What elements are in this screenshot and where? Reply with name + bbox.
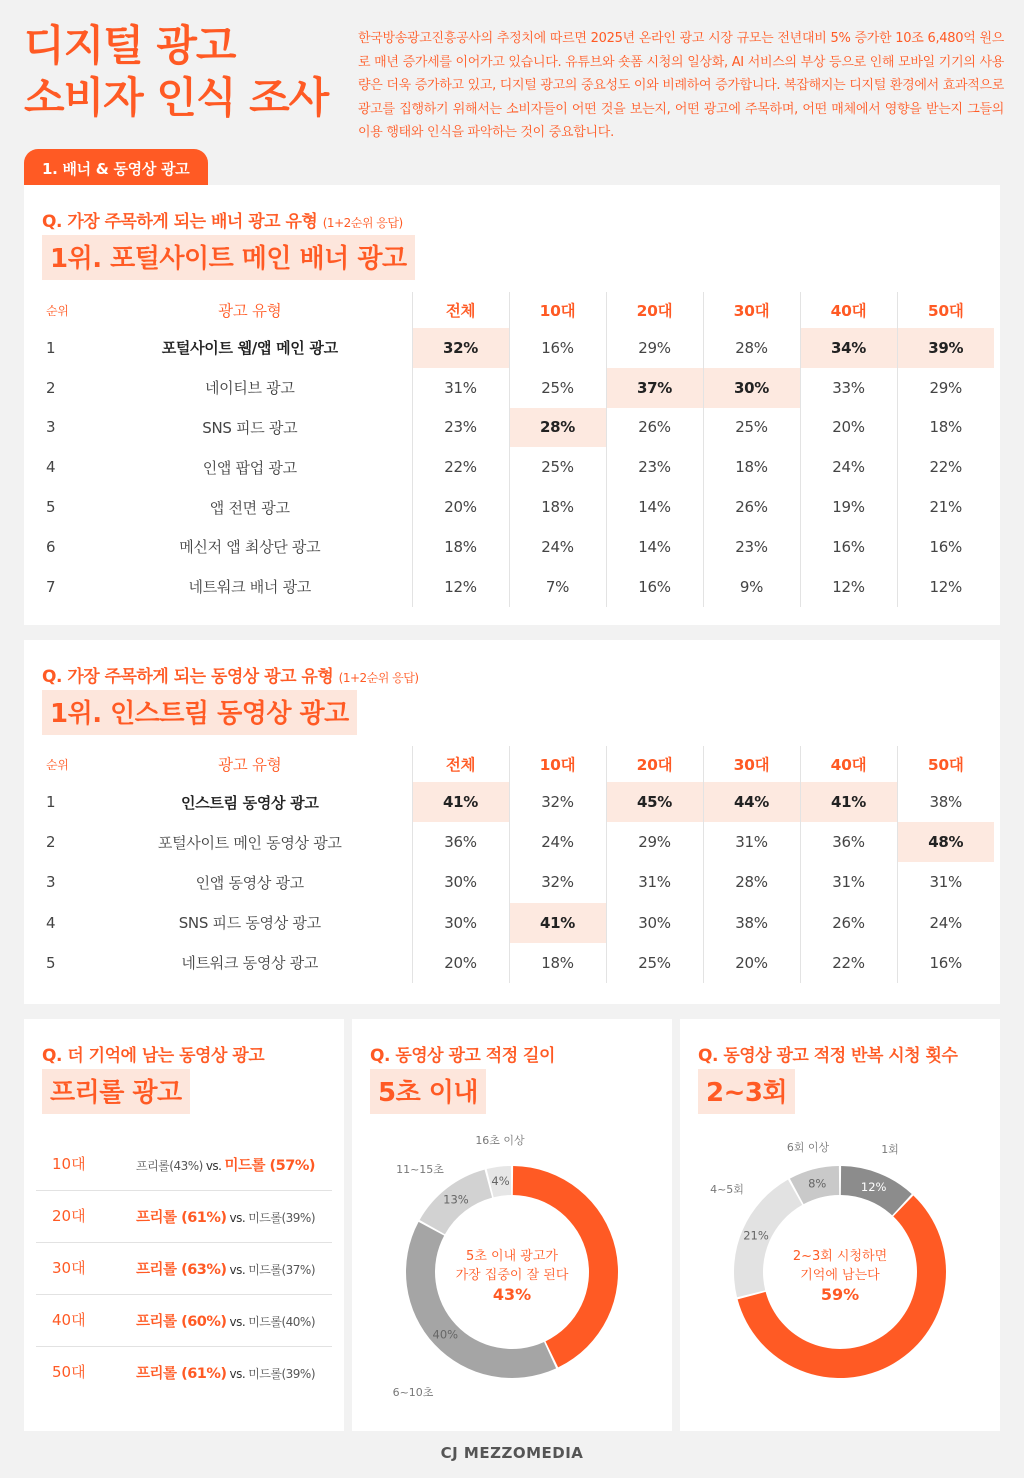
donut-slice-label: 21% (743, 1228, 769, 1243)
banner-question-note: (1+2순위 응답) (322, 216, 403, 230)
video-rank-cell: 5 (46, 953, 56, 972)
video-question-text: Q. 가장 주목하게 되는 동영상 광고 유형 (42, 667, 334, 687)
banner-value-cell: 21% (897, 487, 994, 527)
banner-value-cell: 26% (606, 408, 703, 448)
recall-row (36, 1191, 332, 1243)
banner-row (36, 567, 994, 607)
video-value-cell: 31% (703, 822, 800, 862)
video-value-cell: 45% (606, 782, 703, 822)
donut-category-label: 6회 이상 (786, 1141, 830, 1154)
video-header-cell: 30대 (703, 746, 800, 782)
banner-ad-table (36, 292, 994, 607)
banner-value-cell: 24% (509, 527, 606, 567)
length-question: Q. 동영상 광고 적정 길이 (370, 1046, 555, 1066)
banner-value-cell: 14% (606, 487, 703, 527)
banner-rank-cell: 3 (46, 418, 56, 437)
banner-rank-cell: 4 (46, 458, 56, 477)
recall-panel (24, 1019, 344, 1431)
video-rank-cell: 1 (46, 793, 56, 812)
banner-value-cell: 25% (703, 408, 800, 448)
video-type-cell: SNS 피드 동영상 광고 (178, 914, 321, 933)
video-row (36, 862, 994, 902)
video-value-cell: 44% (703, 782, 800, 822)
donut-category-label: 11~15초 (396, 1163, 444, 1176)
banner-value-cell: 20% (412, 487, 509, 527)
banner-rank-cell: 7 (46, 577, 56, 596)
video-answer: 1위. 인스트림 동영상 광고 (42, 690, 357, 735)
midroll-value: 미드롤(39%) (248, 1211, 316, 1225)
banner-row (36, 368, 994, 408)
repeat-question: Q. 동영상 광고 적정 반복 시청 횟수 (698, 1046, 958, 1066)
video-value-cell: 24% (897, 903, 994, 943)
recall-age: 50대 (52, 1363, 86, 1381)
intro-text: 한국방송광고진흥공사의 추정치에 따르면 2025년 온라인 광고 시장 규모는 전년대비 5% 증가한 10조 6,480억 원으로 매년 증가세를 이어가고 있습니다. 유튜브와 숏폼 시청의 일상화, AI 서비스의 부상 등으로 인해 모바일 기기의 사용량은 더욱 증가하고 있고, 디지털 광고의 중요성도 이와 비례하여 증가합니다. 복잡해지는 디지털 환경에서 효과적으로 광고를 집행하기 위해서는 소비자들이 어떤 것을 보는지, 어떤 광고에 주목하며, 어떤 매체에서 영향을 받는지 그들의 이용 행태와 인식을 파악하는 것이 중요합니다. (358, 31, 1004, 140)
video-value-cell: 16% (897, 943, 994, 983)
video-row (36, 782, 994, 822)
video-header-cell: 10대 (509, 746, 606, 782)
video-header-cell: 전체 (412, 746, 509, 782)
video-question-note: (1+2순위 응답) (338, 671, 419, 685)
banner-row (36, 447, 994, 487)
midroll-value: 미드롤 (57%) (224, 1158, 316, 1174)
video-value-cell: 41% (412, 782, 509, 822)
video-header-cell: 순위 (46, 757, 69, 772)
video-value-cell: 32% (509, 782, 606, 822)
banner-ad-panel (24, 185, 1000, 625)
video-value-cell: 29% (606, 822, 703, 862)
donut-category-label: 16초 이상 (475, 1134, 525, 1147)
page-title (24, 20, 328, 124)
preroll-value: 프리롤 (61%) (136, 1366, 227, 1382)
banner-type-cell: 네이티브 광고 (204, 379, 295, 398)
banner-value-cell: 26% (703, 487, 800, 527)
video-header-cell: 50대 (897, 746, 994, 782)
banner-value-cell: 22% (897, 447, 994, 487)
banner-question (42, 207, 403, 232)
video-rank-cell: 3 (46, 873, 56, 892)
vs-label: vs. (229, 1367, 246, 1381)
donut-slice-label: 4% (491, 1174, 510, 1189)
banner-header-cell: 20대 (606, 292, 703, 328)
banner-type-cell: 앱 전면 광고 (209, 498, 290, 517)
preroll-value: 프리롤(43%) (136, 1159, 203, 1173)
preroll-value: 프리롤 (60%) (136, 1314, 227, 1330)
video-value-cell: 38% (897, 782, 994, 822)
video-type-cell: 인앱 동영상 광고 (195, 873, 304, 892)
banner-value-cell: 28% (509, 408, 606, 448)
donut-slice-label: 8% (808, 1176, 827, 1191)
banner-value-cell: 31% (412, 368, 509, 408)
donut-center-line2: 기억에 남는다 (800, 1268, 880, 1283)
banner-row (36, 487, 994, 527)
video-ad-table (36, 746, 994, 983)
banner-type-cell: 네트워크 배너 광고 (188, 578, 311, 597)
section-tab: 1. 배너 & 동영상 광고 (24, 149, 208, 185)
recall-age: 10대 (52, 1155, 86, 1173)
banner-header-cell: 10대 (509, 292, 606, 328)
vs-label: vs. (229, 1315, 246, 1329)
donut-center-value: 43% (492, 1285, 532, 1304)
donut-category-label: 1회 (881, 1143, 899, 1156)
banner-value-cell: 19% (800, 487, 897, 527)
video-header-cell: 40대 (800, 746, 897, 782)
banner-header-cell: 30대 (703, 292, 800, 328)
video-type-cell: 포털사이트 메인 동영상 광고 (157, 833, 342, 852)
recall-row (36, 1347, 332, 1399)
banner-value-cell: 18% (897, 408, 994, 448)
donut-center-line2: 가장 집중이 잘 된다 (455, 1268, 569, 1283)
video-value-cell: 30% (606, 903, 703, 943)
video-row (36, 903, 994, 943)
recall-answer: 프리롤 광고 (42, 1069, 190, 1114)
vs-label: vs. (229, 1263, 246, 1277)
video-value-cell: 24% (509, 822, 606, 862)
recall-row (36, 1295, 332, 1347)
video-value-cell: 20% (703, 943, 800, 983)
banner-rank-cell: 5 (46, 498, 56, 517)
video-value-cell: 31% (800, 862, 897, 902)
banner-value-cell: 30% (703, 368, 800, 408)
banner-header-row (36, 292, 994, 328)
banner-value-cell: 28% (703, 328, 800, 368)
banner-value-cell: 7% (509, 567, 606, 607)
banner-type-cell: 포털사이트 웹/앱 메인 광고 (161, 339, 338, 358)
midroll-value: 미드롤(39%) (248, 1367, 316, 1381)
recall-comparison (136, 1362, 315, 1383)
banner-header-cell: 전체 (412, 292, 509, 328)
recall-age: 30대 (52, 1259, 86, 1277)
banner-question-text: Q. 가장 주목하게 되는 배너 광고 유형 (42, 212, 318, 232)
recall-age: 40대 (52, 1311, 86, 1329)
banner-answer: 1위. 포털사이트 메인 배너 광고 (42, 235, 415, 280)
midroll-value: 미드롤(40%) (248, 1315, 316, 1329)
video-header-cell: 20대 (606, 746, 703, 782)
video-value-cell: 48% (897, 822, 994, 862)
video-value-cell: 31% (897, 862, 994, 902)
page-title-line2: 소비자 인식 조사 (24, 73, 329, 122)
vs-label: vs. (205, 1159, 222, 1173)
recall-row (36, 1139, 332, 1191)
preroll-value: 프리롤 (63%) (136, 1262, 227, 1278)
banner-value-cell: 12% (897, 567, 994, 607)
video-rank-cell: 4 (46, 913, 56, 932)
video-ad-panel (24, 640, 1000, 1004)
donut-slice-label: 40% (432, 1327, 459, 1342)
preroll-value: 프리롤 (61%) (136, 1210, 227, 1226)
video-type-cell: 네트워크 동영상 광고 (181, 954, 319, 973)
footer-logo: CJ MEZZOMEDIA (440, 1444, 584, 1462)
banner-value-cell: 24% (800, 447, 897, 487)
banner-value-cell: 18% (412, 527, 509, 567)
donut-center-line1: 5초 이내 광고가 (466, 1249, 558, 1264)
donut-slice-label: 13% (443, 1192, 469, 1207)
banner-value-cell: 37% (606, 368, 703, 408)
banner-value-cell: 16% (509, 328, 606, 368)
banner-value-cell: 32% (412, 328, 509, 368)
video-value-cell: 36% (412, 822, 509, 862)
video-value-cell: 36% (800, 822, 897, 862)
banner-value-cell: 39% (897, 328, 994, 368)
midroll-value: 미드롤(37%) (248, 1263, 316, 1277)
page-title-line1: 디지털 광고 (24, 21, 236, 70)
banner-value-cell: 18% (509, 487, 606, 527)
video-row (36, 943, 994, 983)
video-question (42, 662, 419, 687)
recall-comparison (136, 1154, 315, 1175)
banner-rank-cell: 2 (46, 378, 56, 397)
video-value-cell: 28% (703, 862, 800, 902)
banner-value-cell: 25% (509, 447, 606, 487)
donut-center-line1: 2~3회 시청하면 (792, 1249, 888, 1264)
banner-header-cell: 40대 (800, 292, 897, 328)
donut-slice (513, 1166, 618, 1367)
video-value-cell: 30% (412, 903, 509, 943)
banner-value-cell: 16% (800, 527, 897, 567)
repeat-view-donut (680, 1129, 1000, 1429)
banner-value-cell: 23% (703, 527, 800, 567)
donut-category-label: 4~5회 (710, 1183, 744, 1196)
video-value-cell: 32% (509, 862, 606, 902)
video-value-cell: 18% (509, 943, 606, 983)
banner-type-cell: 인앱 팝업 광고 (202, 458, 297, 477)
banner-value-cell: 33% (800, 368, 897, 408)
video-value-cell: 38% (703, 903, 800, 943)
video-value-cell: 41% (800, 782, 897, 822)
recall-question: Q. 더 기억에 남는 동영상 광고 (42, 1046, 265, 1066)
recall-comparison (136, 1206, 315, 1227)
banner-value-cell: 23% (606, 447, 703, 487)
ad-length-panel (352, 1019, 672, 1431)
banner-header-cell: 광고 유형 (218, 302, 282, 320)
donut-category-label: 6~10초 (392, 1386, 434, 1399)
video-value-cell: 22% (800, 943, 897, 983)
video-type-cell: 인스트림 동영상 광고 (180, 793, 319, 812)
banner-value-cell: 20% (800, 408, 897, 448)
length-answer: 5초 이내 (370, 1069, 486, 1114)
banner-type-cell: 메신저 앱 최상단 광고 (179, 538, 321, 557)
donut-center-value: 59% (820, 1285, 860, 1304)
banner-value-cell: 9% (703, 567, 800, 607)
video-header-row (36, 746, 994, 782)
banner-value-cell: 12% (412, 567, 509, 607)
banner-rank-cell: 1 (46, 338, 56, 357)
banner-value-cell: 16% (897, 527, 994, 567)
video-rank-cell: 2 (46, 833, 56, 852)
banner-value-cell: 12% (800, 567, 897, 607)
banner-value-cell: 18% (703, 447, 800, 487)
banner-value-cell: 16% (606, 567, 703, 607)
donut-slice-label: 12% (860, 1179, 887, 1194)
video-value-cell: 20% (412, 943, 509, 983)
banner-value-cell: 25% (509, 368, 606, 408)
donut-slice (406, 1222, 556, 1378)
banner-value-cell: 22% (412, 447, 509, 487)
video-value-cell: 41% (509, 903, 606, 943)
video-value-cell: 30% (412, 862, 509, 902)
banner-value-cell: 29% (897, 368, 994, 408)
vs-label: vs. (229, 1211, 246, 1225)
video-header-cell: 광고 유형 (218, 756, 282, 774)
banner-header-cell: 순위 (46, 303, 69, 318)
banner-value-cell: 23% (412, 408, 509, 448)
repeat-view-panel (680, 1019, 1000, 1431)
repeat-answer: 2~3회 (698, 1069, 795, 1114)
banner-header-cell: 50대 (897, 292, 994, 328)
banner-rank-cell: 6 (46, 537, 56, 556)
recall-comparison (136, 1258, 315, 1279)
video-value-cell: 25% (606, 943, 703, 983)
banner-row (36, 527, 994, 567)
banner-value-cell: 14% (606, 527, 703, 567)
banner-row (36, 408, 994, 448)
ad-length-donut (352, 1129, 672, 1429)
banner-value-cell: 34% (800, 328, 897, 368)
banner-row (36, 328, 994, 368)
recall-comparison (136, 1310, 315, 1331)
video-value-cell: 31% (606, 862, 703, 902)
banner-value-cell: 29% (606, 328, 703, 368)
recall-row (36, 1243, 332, 1295)
banner-type-cell: SNS 피드 광고 (202, 418, 298, 437)
recall-age: 20대 (52, 1207, 86, 1225)
video-row (36, 822, 994, 862)
video-value-cell: 26% (800, 903, 897, 943)
